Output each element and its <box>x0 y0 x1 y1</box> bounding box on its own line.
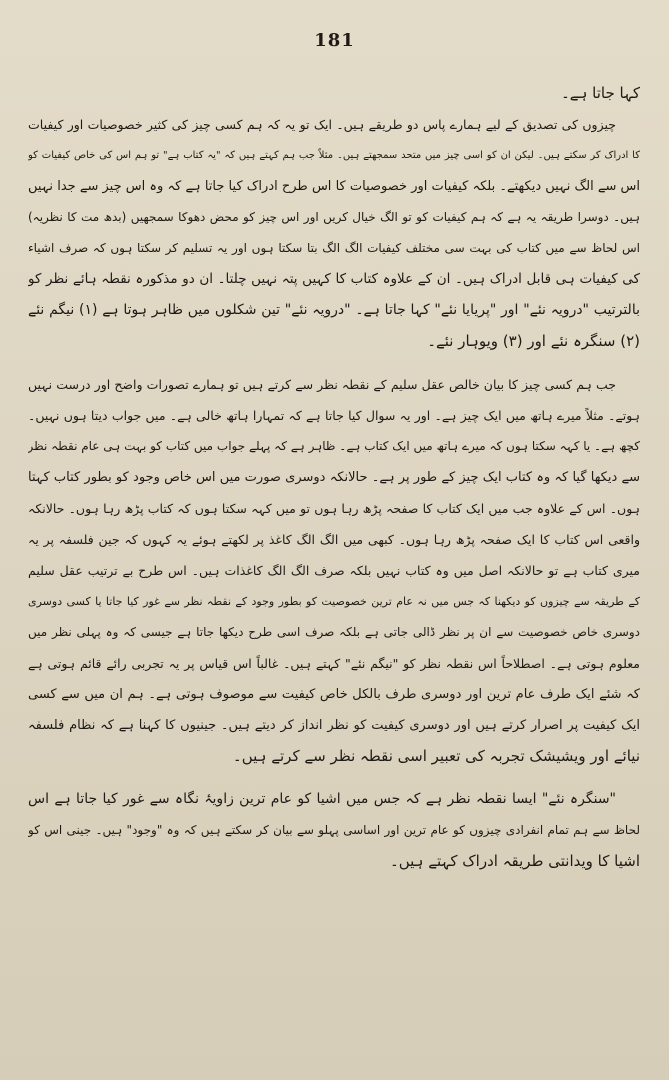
text-line: کچھ ہے۔ یا کہہ سکتا ہوں کہ میرے ہاتھ میں ایک کتاب ہے۔ ظاہر ہے کہ پہلے جواب میں کتاب کو بہت ہی عام نقطہ نظر <box>28 439 640 453</box>
text-line: چیزوں کی تصدیق کے لیے ہمارے پاس دو طریقے ہیں۔ ایک تو یہ کہ ہم کسی چیز کی کثیر خصوصیات اور کیفیات <box>28 117 616 132</box>
page-body-text <box>28 78 640 877</box>
text-line: (۲) سنگرہ نئے اور (۳) ویوہار نئے۔ <box>427 332 640 350</box>
text-line: لحاظ سے ہم تمام انفرادی چیزوں کو عام ترین اور اساسی پہلو سے بیان کر سکتے ہیں کہ وہ "وجود" ہیں۔ جینی اس کو <box>28 823 640 837</box>
text-line: کی کیفیات ہی قابل ادراک ہیں۔ ان کے علاوہ کتاب کا کہیں پتہ نہیں چلتا۔ ان دو مذکورہ نقطہ ہائے نظر کو <box>28 271 640 287</box>
text-line: اشیا کا ویدانتی طریقہ ادراک کہتے ہیں۔ <box>389 852 640 870</box>
text-line: اس لحاظ سے میں کتاب کی بہت سی مختلف کیفیات الگ الگ بتا سکتا ہوں اور یہ تسلیم کر سکتا ہوں کہ صرف اشیاء <box>28 241 640 255</box>
text-line: "سنگرہ نئے" ایسا نقطہ نظر ہے کہ جس میں اشیا کو عام ترین زاویۂ نگاہ سے غور کیا جاتا ہے اس <box>28 791 616 807</box>
text-line: کہا جاتا ہے۔ <box>561 84 640 102</box>
text-line: بالترتیب "درویہ نئے" اور "پریایا نئے" کہا جاتا ہے۔ "درویہ نئے" تین شکلوں میں ظاہر ہوتا ہے (۱) نیگم نئے <box>28 302 640 318</box>
text-line: سے دیکھا گیا کہ وہ کتاب ایک چیز کے طور پر ہے۔ حالانکہ دوسری صورت میں اس خاص وجود کو بطور کتاب کہتا <box>28 470 640 485</box>
text-line: ہیں۔ دوسرا طریقہ یہ ہے کہ ہم کیفیات کو تو الگ خیال کریں اور اس چیز کو محض دھوکا سمجھیں (بدھ مت کا نظریہ) <box>28 210 640 224</box>
text-line: اس سے الگ نہیں دیکھتے۔ بلکہ کیفیات اور خصوصیات کا اس طرح ادراک کیا جاتا ہے کہ وہ اس چیز سے جدا نہیں <box>28 179 640 194</box>
text-line: نیائے اور ویشیشک تجربہ کی تعبیر اسی نقطہ نظر سے کرتے ہیں۔ <box>232 747 640 765</box>
text-line: کا ادراک کر سکتے ہیں۔ لیکن ان کو اسی چیز میں متحد سمجھتے ہیں۔ مثلاً جب ہم کہتے ہیں کہ "یہ کتاب ہے" تو ہم اس کی خاص کیفیات کو <box>28 150 640 161</box>
text-line: معلوم ہوتی ہے۔ اصطلاحاً اس نقطہ نظر کو "نیگم نئے" کہتے ہیں۔ غالباً اس قیاس پر یہ تجربی رائے قائم ہوتی ہے <box>28 656 640 671</box>
text-line: دوسری خاص خصوصیت سے ان پر نظر ڈالی جاتی ہے بلکہ صرف اسی طرح دیکھا جاتا ہے جیسی کہ وہ پہلی نظر میں <box>28 625 640 639</box>
text-line: میری کتاب ہے تو حالانکہ اصل میں وہ کتاب نہیں بلکہ صرف الگ الگ کاغذات ہیں۔ اس طرح بے ترتیب عقل سلیم <box>28 563 640 578</box>
text-line: ہوں۔ اس کے علاوہ جب میں ایک کتاب کا صفحہ پڑھ رہا ہوں تو میں کہہ سکتا ہوں کہ کتاب پڑھ رہا ہوں۔ حالانکہ <box>28 501 640 516</box>
text-line: واقعی اس کتاب کا ایک صفحہ پڑھ رہا ہوں۔ کبھی میں الگ الگ کاغذ پر لکھتے ہوئے یہ کہوں کہ جین فلسفہ پر یہ <box>28 532 640 547</box>
text-line: ہوتے۔ مثلاً میرے ہاتھ میں ایک چیز ہے۔ اور یہ سوال کیا جاتا ہے کہ تمہارا ہاتھ خالی ہے۔ میں جواب دیتا ہوں نہیں۔ <box>28 408 640 423</box>
text-line: ایک کیفیت پر اصرار کرتے ہیں اور دوسری کیفیت کو نظر انداز کر دیتے ہیں۔ جینیوں کا کہنا ہے کہ نظام فلسفہ <box>28 718 640 733</box>
text-line: کہ شئے ایک طرف عام ترین اور دوسری طرف بالکل خاص کیفیت سے موصوف ہوتی ہے۔ ہم ان میں سے کسی <box>28 687 640 702</box>
page-number: 181 <box>314 30 355 51</box>
text-line: جب ہم کسی چیز کا بیان خالص عقل سلیم کے نقطہ نظر سے کرتے ہیں تو ہمارے تصورات واضح اور درست نہیں <box>28 377 616 392</box>
text-line: کے طریقہ سے چیزوں کو دیکھنا کہ جس میں نہ عام ترین خصوصیت کو بطور وجود کے نقطہ نظر سے غور کیا جاتا یا کسی دوسری <box>28 595 640 608</box>
